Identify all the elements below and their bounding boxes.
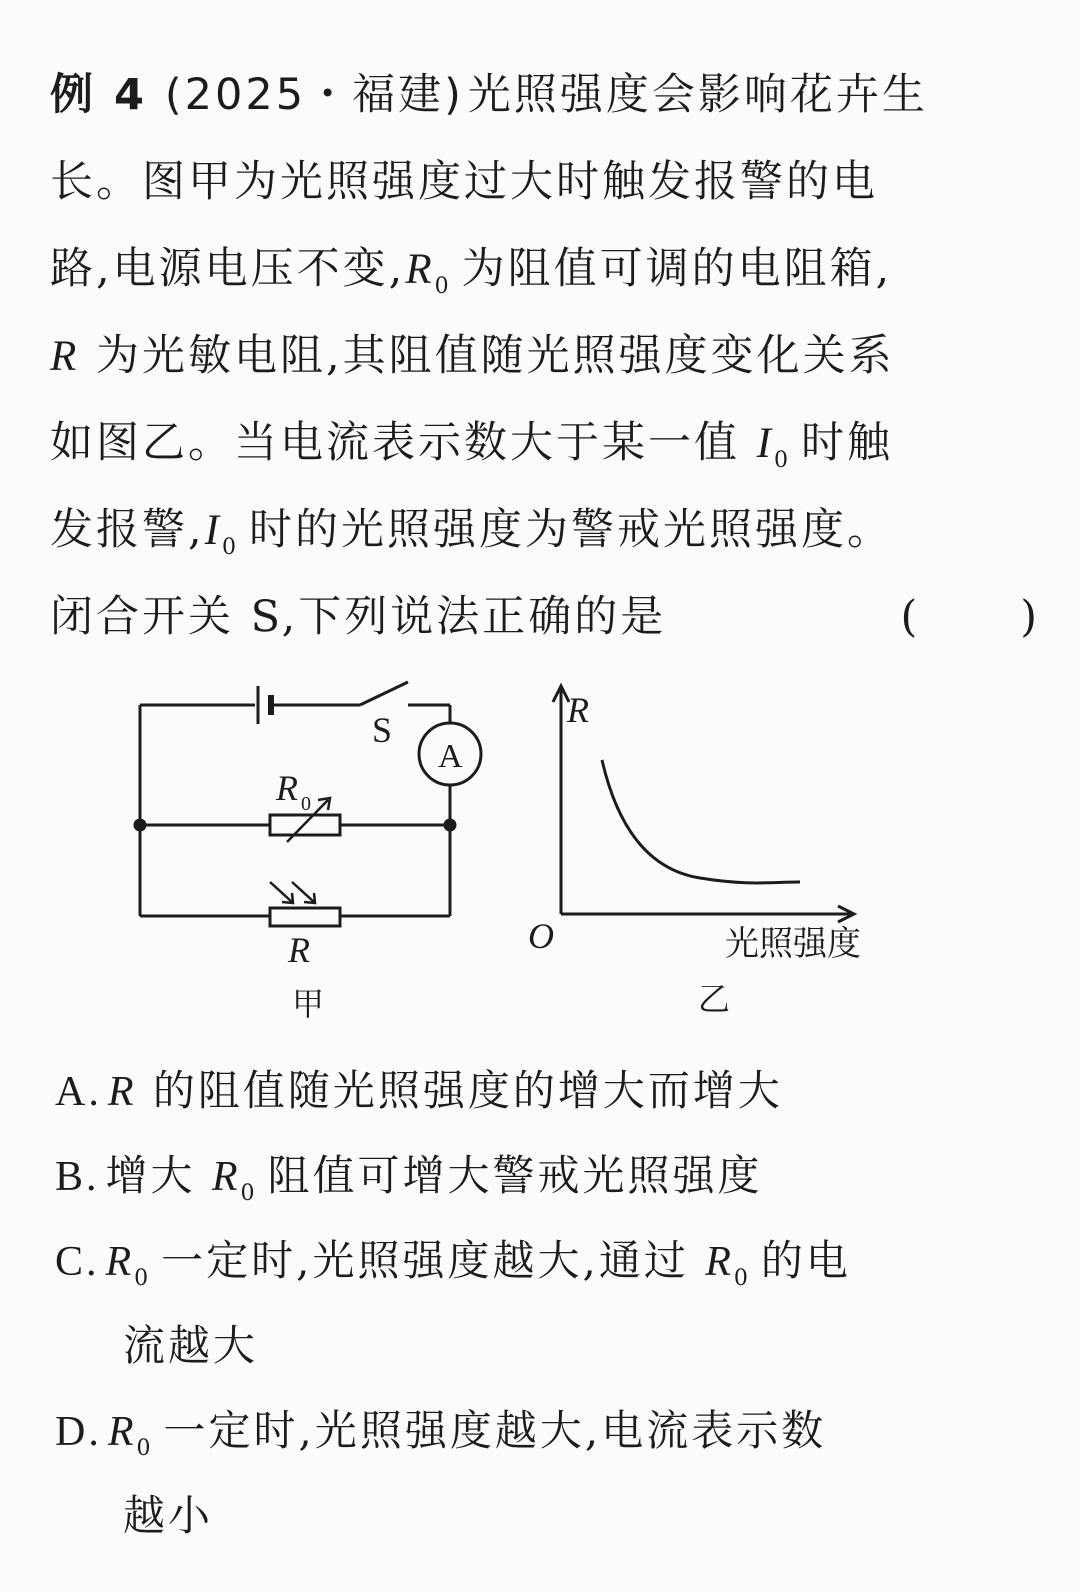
option-text: 一定时,光照强度越大,电流表示数 (163, 1406, 827, 1455)
option-key: C. (55, 1239, 100, 1285)
option-key: B. (55, 1154, 100, 1200)
option-c[interactable] (55, 1218, 1045, 1303)
math-subscript: 0 (134, 1266, 152, 1291)
option-c-continuation (55, 1303, 1045, 1388)
figure-jia-caption: 甲 (292, 986, 325, 1022)
math-subscript: 0 (240, 1181, 258, 1206)
stem-text: 发报警, (50, 505, 205, 555)
math-var: R (705, 1239, 734, 1285)
math-var: R (105, 1239, 135, 1285)
math-var: R (107, 1409, 137, 1455)
option-text: 的阻值随光照强度的增大而增大 (136, 1066, 783, 1115)
answer-options (55, 1048, 1045, 1558)
stem-text: 为阻值可调的电阻箱, (461, 244, 893, 294)
figure-yi-caption: 乙 (698, 981, 731, 1017)
option-text: 流越大 (123, 1321, 259, 1370)
r0-label: R (276, 768, 298, 808)
option-text: 一定时,光照强度越大,通过 (161, 1236, 706, 1285)
option-d-continuation (55, 1473, 1045, 1558)
stem-line-5 (50, 400, 1040, 487)
stem-line-1 (50, 52, 1040, 139)
graph-yi (553, 686, 854, 922)
math-var: I (204, 507, 222, 554)
stem-text: 为光敏电阻,其阻值随光照强度变化关系 (79, 331, 895, 381)
question-source: (2025・福建) (164, 70, 464, 120)
option-key: D. (55, 1409, 102, 1455)
stem-text: 时的光照强度为警戒光照强度。 (249, 505, 893, 555)
math-subscript: 0 (136, 1436, 154, 1461)
junction-left (135, 820, 145, 830)
light-arrow-2 (292, 882, 314, 902)
stem-text: 长。图甲为光照强度过大时触发报警的电 (50, 157, 878, 207)
stem-line-4 (50, 313, 1040, 400)
stem-text: 闭合开关 S,下列说法正确的是 (50, 592, 667, 642)
math-subscript: 0 (222, 535, 239, 560)
option-text: 的电 (760, 1236, 851, 1285)
math-subscript: 0 (733, 1266, 751, 1291)
r0-label-sub: 0 (301, 793, 311, 815)
stem-line-2 (50, 139, 1040, 226)
stem-line-6 (50, 487, 1040, 574)
y-axis-label: R (567, 690, 589, 730)
switch-label: S (372, 710, 393, 750)
math-var: R (405, 246, 435, 293)
option-text: 阻值可增大警戒光照强度 (267, 1151, 763, 1200)
math-subscript: 0 (434, 274, 452, 299)
origin-label: O (528, 916, 554, 956)
option-key: A. (55, 1069, 102, 1115)
option-b[interactable] (55, 1133, 1045, 1218)
option-d[interactable] (55, 1388, 1045, 1473)
math-subscript: 0 (774, 448, 791, 473)
ammeter-label: A (438, 738, 463, 775)
x-axis-label: 光照强度 (725, 926, 861, 963)
option-a[interactable] (55, 1048, 1045, 1133)
math-var: R (50, 333, 80, 380)
answer-paren: ( ) (900, 592, 1040, 642)
light-arrow-1 (270, 882, 292, 902)
math-var: I (756, 420, 774, 467)
r-vs-light-curve (602, 760, 800, 883)
r-label: R (288, 930, 310, 970)
stem-text: 时触 (801, 418, 893, 468)
junction-right (445, 820, 455, 830)
option-text: 越小 (123, 1491, 214, 1540)
math-var: R (211, 1154, 241, 1200)
stem-line-7 (50, 574, 1040, 661)
stem-text: 光照强度会影响花卉生 (467, 70, 928, 120)
figures (0, 650, 1080, 1040)
math-var: R (107, 1069, 137, 1115)
stem-line-3 (50, 226, 1040, 313)
question-label: 例 4 (50, 70, 147, 120)
option-text: 增大 (105, 1151, 212, 1200)
r-photoresistor (270, 908, 340, 926)
stem-text: 路,电源电压不变, (50, 244, 406, 294)
stem-text: 如图乙。当电流表示数大于某一值 (50, 418, 757, 468)
switch-blade (360, 682, 408, 705)
question-stem (50, 52, 1040, 661)
